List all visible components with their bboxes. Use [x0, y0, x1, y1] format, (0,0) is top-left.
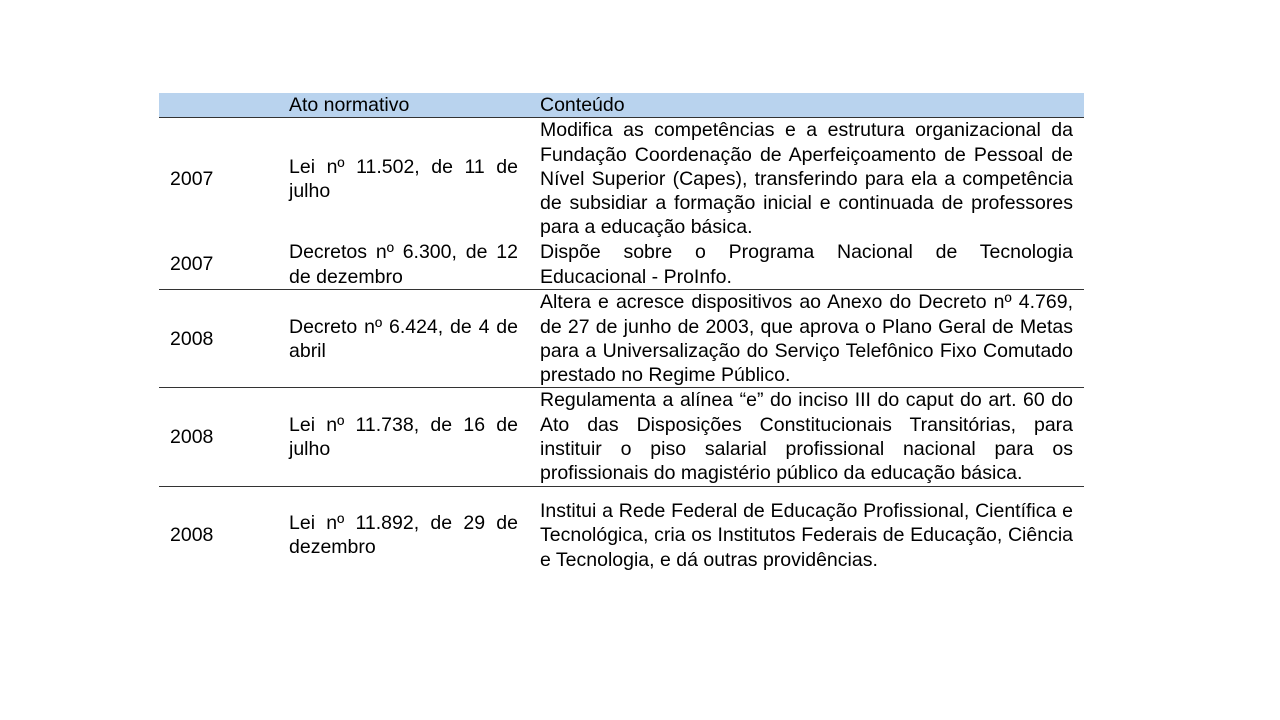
- row-act-text: Lei nº 11.738, de 16 de julho: [289, 413, 518, 461]
- table-header: [159, 93, 1084, 118]
- legislation-table: [159, 93, 1084, 584]
- row-content: [529, 486, 1084, 584]
- row-content: [529, 118, 1084, 240]
- row-year: 2007: [159, 240, 278, 290]
- header-year: [159, 93, 278, 118]
- row-content-text: Regulamenta a alínea “e” do inciso III do caput do art. 60 do Ato das Disposições Constitucionais Transitórias, para instituir o piso salarial profissional nacional para os profissionais do magistério público da educação básica.: [540, 389, 1073, 485]
- row-act-text: Lei nº 11.502, de 11 de julho: [289, 155, 518, 203]
- row-content-text: Modifica as competências e a estrutura organizacional da Fundação Coordenação de Aperfeiçoamento de Pessoal de Nível Superior (Capes), transferindo para ela a competência de subsidiar a formação inicial e continuada de professores para a educação básica.: [540, 119, 1073, 239]
- row-act-text: Decreto nº 6.424, de 4 de abril: [289, 315, 518, 362]
- row-content: [529, 240, 1084, 290]
- table-row: [159, 240, 1084, 290]
- row-act: [278, 118, 529, 240]
- header-row: [159, 93, 1084, 118]
- row-content-text: Altera e acresce dispositivos ao Anexo do Decreto nº 4.769, de 27 de junho de 2003, que aprova o Plano Geral de Metas para a Universalização do Serviço Telefônico Fixo Comutado prestado no Regime Público.: [540, 291, 1073, 387]
- row-act: [278, 388, 529, 486]
- header-content: Conteúdo: [529, 93, 1084, 118]
- table-row: [159, 388, 1084, 486]
- row-content: [529, 388, 1084, 486]
- row-content-text: Institui a Rede Federal de Educação Profissional, Científica e Tecnológica, cria os Institutos Federais de Educação, Ciência e Tecnologia, e dá outras providências.: [540, 499, 1073, 571]
- table-row: [159, 290, 1084, 388]
- table-row: [159, 486, 1084, 584]
- row-year: 2007: [170, 167, 214, 190]
- header-act: Ato normativo: [278, 93, 529, 118]
- row-act: [278, 290, 529, 388]
- row-content-text: Dispõe sobre o Programa Nacional de Tecnologia Educacional - ProInfo.: [540, 241, 1073, 288]
- row-act: [278, 240, 529, 290]
- row-act-text: Lei nº 11.892, de 29 de dezembro: [289, 512, 518, 559]
- row-year: 2008: [159, 388, 278, 486]
- table-body: [159, 118, 1084, 584]
- row-year: 2008: [159, 290, 278, 388]
- row-year: 2008: [170, 524, 214, 547]
- row-content: [529, 290, 1084, 388]
- row-act-text: Decretos nº 6.300, de 12 de dezembro: [289, 241, 518, 288]
- row-act: [278, 486, 529, 584]
- table-row: [159, 118, 1084, 240]
